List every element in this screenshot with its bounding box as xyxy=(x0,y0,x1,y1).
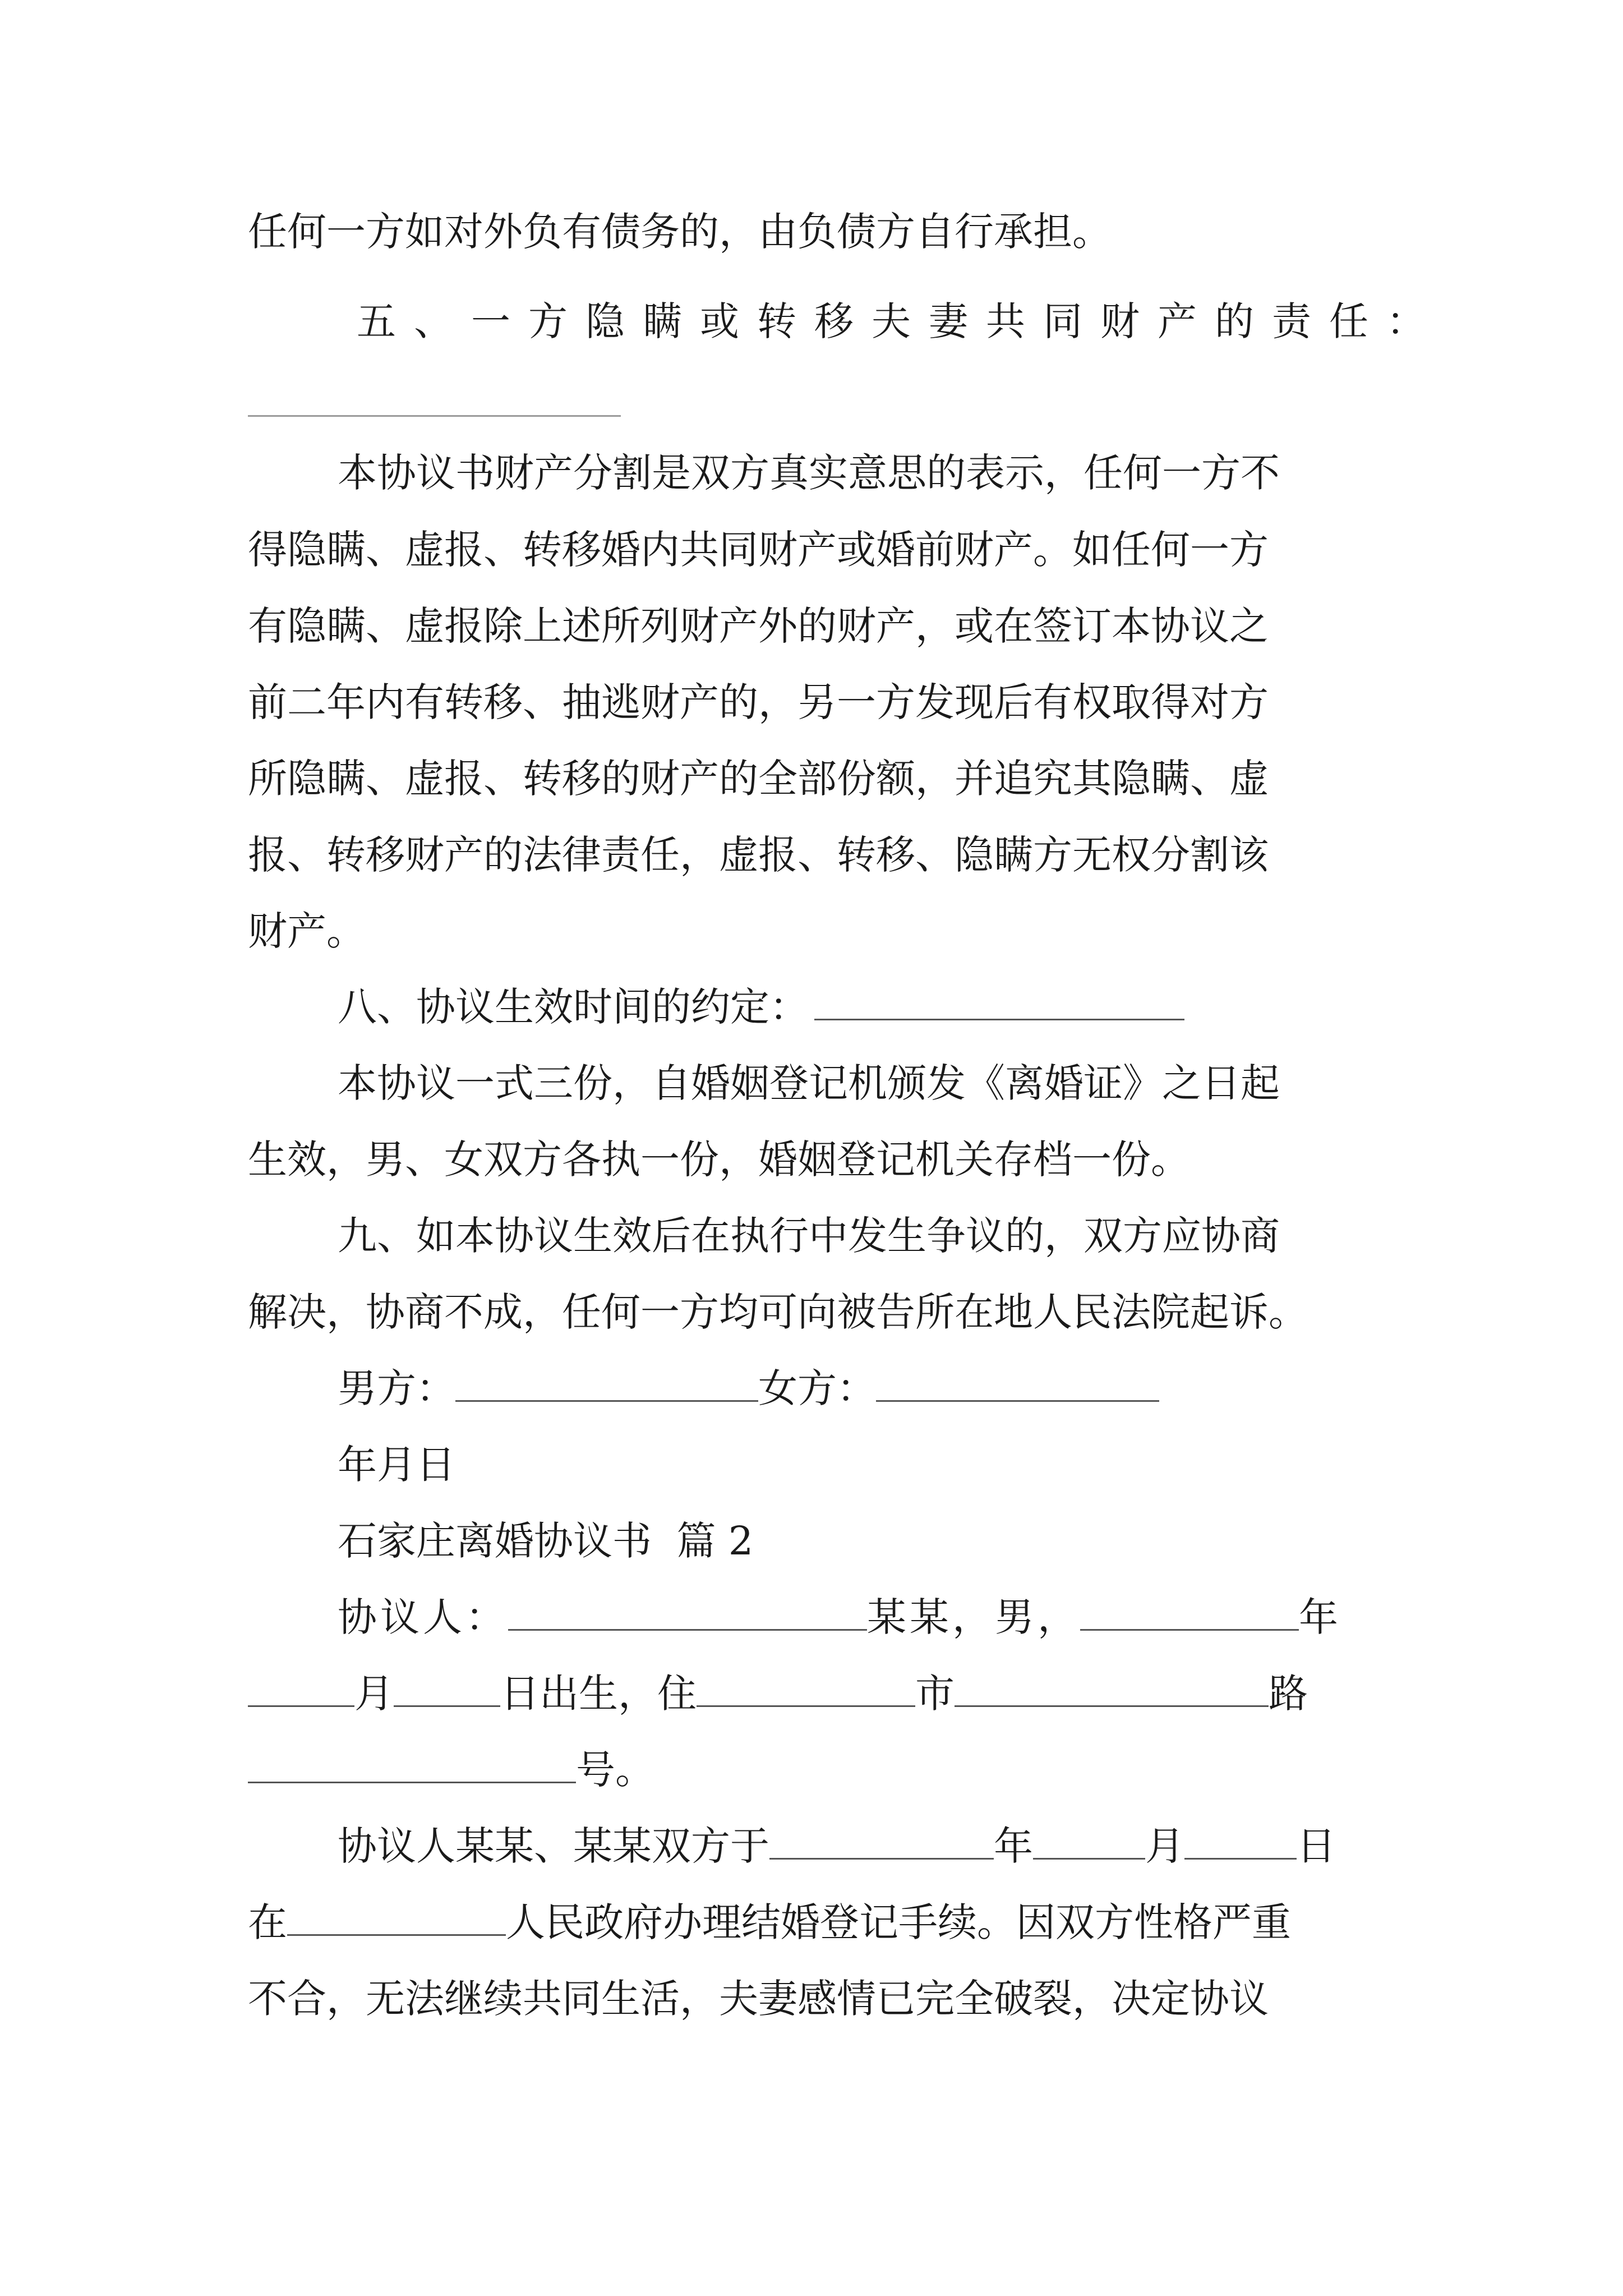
heading-part-2 xyxy=(338,1516,753,1566)
text-property-7: 财产。 xyxy=(248,908,366,954)
road-blank xyxy=(955,1673,1269,1707)
text-line-property-5 xyxy=(248,753,1269,804)
marriage-month-blank xyxy=(1033,1825,1145,1860)
text-month: 月 xyxy=(354,1671,394,1717)
text-debt: 任何一方如对外负有债务的，由负债方自行承担。 xyxy=(248,209,1112,255)
text-party-gender: 某某，男， xyxy=(867,1594,1080,1640)
heading-part-2-text: 石家庄离婚协议书 篇 2 xyxy=(338,1518,754,1564)
marriage-day-blank xyxy=(1184,1825,1297,1860)
signature-line xyxy=(338,1363,1159,1414)
marriage-line-3 xyxy=(248,1973,1269,2024)
birth-year-blank xyxy=(1080,1596,1299,1631)
text-copies-1: 本协议一式三份，自婚姻登记机颁发《离婚证》之日起 xyxy=(338,1060,1280,1106)
heading-section-5-text: 五、一方隐瞒或转移夫妻共同财产的责任： xyxy=(357,298,1444,344)
text-line-property-4 xyxy=(248,677,1269,728)
heading-section-9-text: 九、如本协议生效后在执行中发生争议的，双方应协商 xyxy=(338,1213,1280,1259)
city-blank xyxy=(697,1673,915,1707)
text-at: 在 xyxy=(248,1899,287,1945)
text-property-1: 本协议书财产分割是双方真实意思的表示，任何一方不 xyxy=(338,450,1280,496)
marriage-line-2 xyxy=(248,1897,1291,1948)
heading-section-5 xyxy=(357,296,1444,347)
heading-section-8-text: 八、协议生效时间的约定： xyxy=(338,984,809,1030)
text-line-property-2 xyxy=(248,524,1269,575)
text-city: 市 xyxy=(915,1671,955,1717)
text-born-live: 日出生，住 xyxy=(500,1671,697,1717)
party-info-line-3 xyxy=(248,1745,654,1795)
label-female-party: 女方： xyxy=(758,1365,876,1411)
text-marriage-parties: 协议人某某、某某双方于 xyxy=(338,1823,769,1869)
label-party: 协议人： xyxy=(338,1594,508,1640)
text-marriage-year: 年 xyxy=(994,1823,1033,1869)
text-line-copies-2 xyxy=(248,1134,1190,1185)
text-line-property-6 xyxy=(248,830,1269,880)
text-property-2: 得隐瞒、虚报、转移婚内共同财产或婚前财产。如任何一方 xyxy=(248,527,1269,573)
text-line-copies-1 xyxy=(338,1058,1280,1108)
text-line-property-3 xyxy=(248,601,1269,651)
text-property-4: 前二年内有转移、抽逃财产的，另一方发现后有权取得对方 xyxy=(248,679,1269,725)
party-name-blank xyxy=(508,1596,867,1631)
birth-day-blank xyxy=(394,1673,500,1707)
text-property-3: 有隐瞒、虚报除上述所列财产外的财产，或在签订本协议之 xyxy=(248,603,1269,649)
label-male-party: 男方： xyxy=(338,1365,455,1411)
text-marriage-month: 月 xyxy=(1145,1823,1184,1869)
text-property-5: 所隐瞒、虚报、转移的财产的全部份额，并追究其隐瞒、虚 xyxy=(248,756,1269,802)
female-party-blank xyxy=(876,1368,1159,1402)
party-info-line-1 xyxy=(338,1592,1341,1642)
text-dispute: 解决，协商不成，任何一方均可向被告所在地人民法院起诉。 xyxy=(248,1289,1308,1335)
text-breakdown: 不合，无法继续共同生活，夫妻感情已完全破裂，决定协议 xyxy=(248,1976,1269,2022)
text-line-property-7 xyxy=(248,906,366,956)
marriage-line-1 xyxy=(338,1821,1336,1871)
government-blank xyxy=(287,1902,506,1936)
text-registration: 人民政府办理结婚登记手续。因双方性格严重 xyxy=(506,1899,1291,1945)
text-marriage-day: 日 xyxy=(1297,1823,1336,1869)
date-line xyxy=(338,1439,455,1490)
text-line-debt xyxy=(248,206,1112,257)
birth-month-blank-lead xyxy=(248,1673,354,1707)
text-date: 年月日 xyxy=(338,1442,455,1488)
text-number: 号。 xyxy=(576,1747,654,1793)
male-party-blank xyxy=(455,1368,758,1402)
marriage-year-blank xyxy=(769,1825,994,1860)
text-line-dispute xyxy=(248,1287,1308,1337)
text-road: 路 xyxy=(1269,1671,1308,1717)
heading-section-8 xyxy=(338,982,1184,1032)
section-8-blank xyxy=(814,986,1184,1020)
section-5-blank-line xyxy=(248,415,621,417)
party-info-line-2 xyxy=(248,1668,1308,1719)
text-copies-2: 生效，男、女双方各执一份，婚姻登记机关存档一份。 xyxy=(248,1137,1190,1182)
text-property-6: 报、转移财产的法律责任，虚报、转移、隐瞒方无权分割该 xyxy=(248,832,1269,878)
number-blank xyxy=(248,1749,576,1783)
heading-section-9 xyxy=(338,1211,1280,1261)
text-year: 年 xyxy=(1299,1594,1341,1640)
text-line-property-1 xyxy=(338,448,1280,498)
